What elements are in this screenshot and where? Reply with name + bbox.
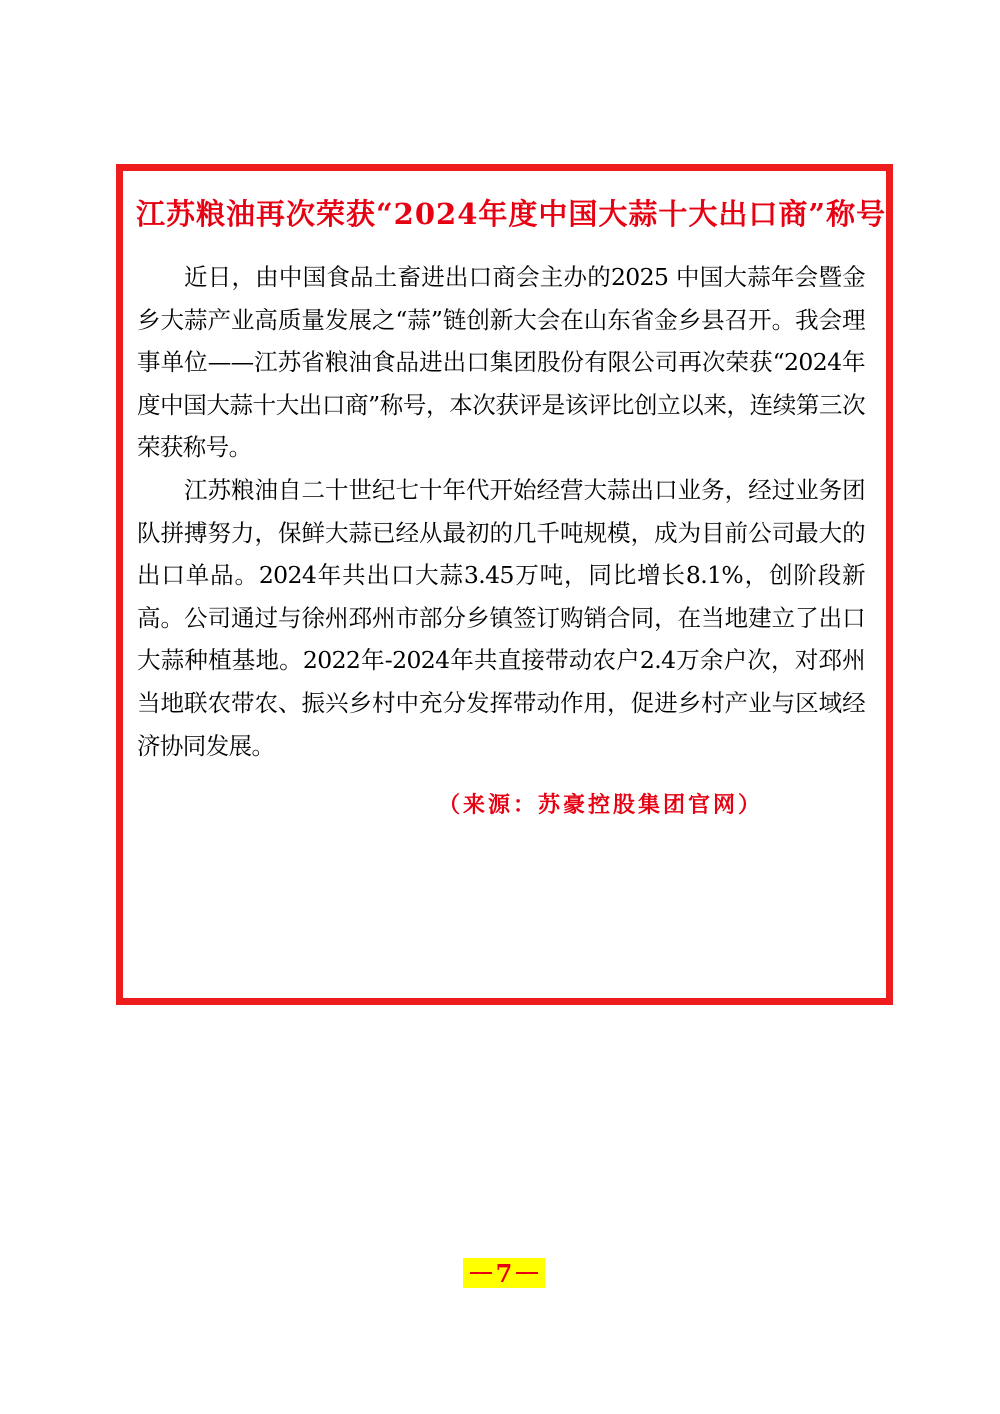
article-source: （来源：苏豪控股集团官网） [438, 792, 764, 818]
dash-right-icon [516, 1272, 538, 1274]
page-number-badge [463, 1258, 545, 1288]
article-paragraph-1: 近日，由中国食品土畜进出口商会主办的2025 中国大蒜年会暨金乡大蒜产业高质量发展之“蒜”链创新大会在山东省金乡县召开。我会理事单位——江苏省粮油食品进出口集团股份有限公司再次荣获“2024年度中国大蒜十大出口商”称号，本次获评是该评比创立以来，连续第三次荣获称号。 [137, 263, 865, 462]
dash-left-icon [470, 1272, 492, 1274]
article-title: 江苏粮油再次荣获“2024年度中国大蒜十大出口商”称号 [136, 197, 887, 231]
article-paragraph-2: 江苏粮油自二十世纪七十年代开始经营大蒜出口业务，经过业务团队拼搏努力，保鲜大蒜已经从最初的几千吨规模，成为目前公司最大的出口单品。2024年共出口大蒜3.45万吨，同比增长8.1%，创阶段新高。公司通过与徐州邳州市部分乡镇签订购销合同，在当地建立了出口大蒜种植基地。2022年-2024年共直接带动农户2.4万余户次，对邳州当地联农带农、振兴乡村中充分发挥带动作用，促进乡村产业与区域经济协同发展。 [137, 475, 865, 760]
page-number: 7 [495, 1258, 513, 1288]
article-body [137, 256, 865, 767]
